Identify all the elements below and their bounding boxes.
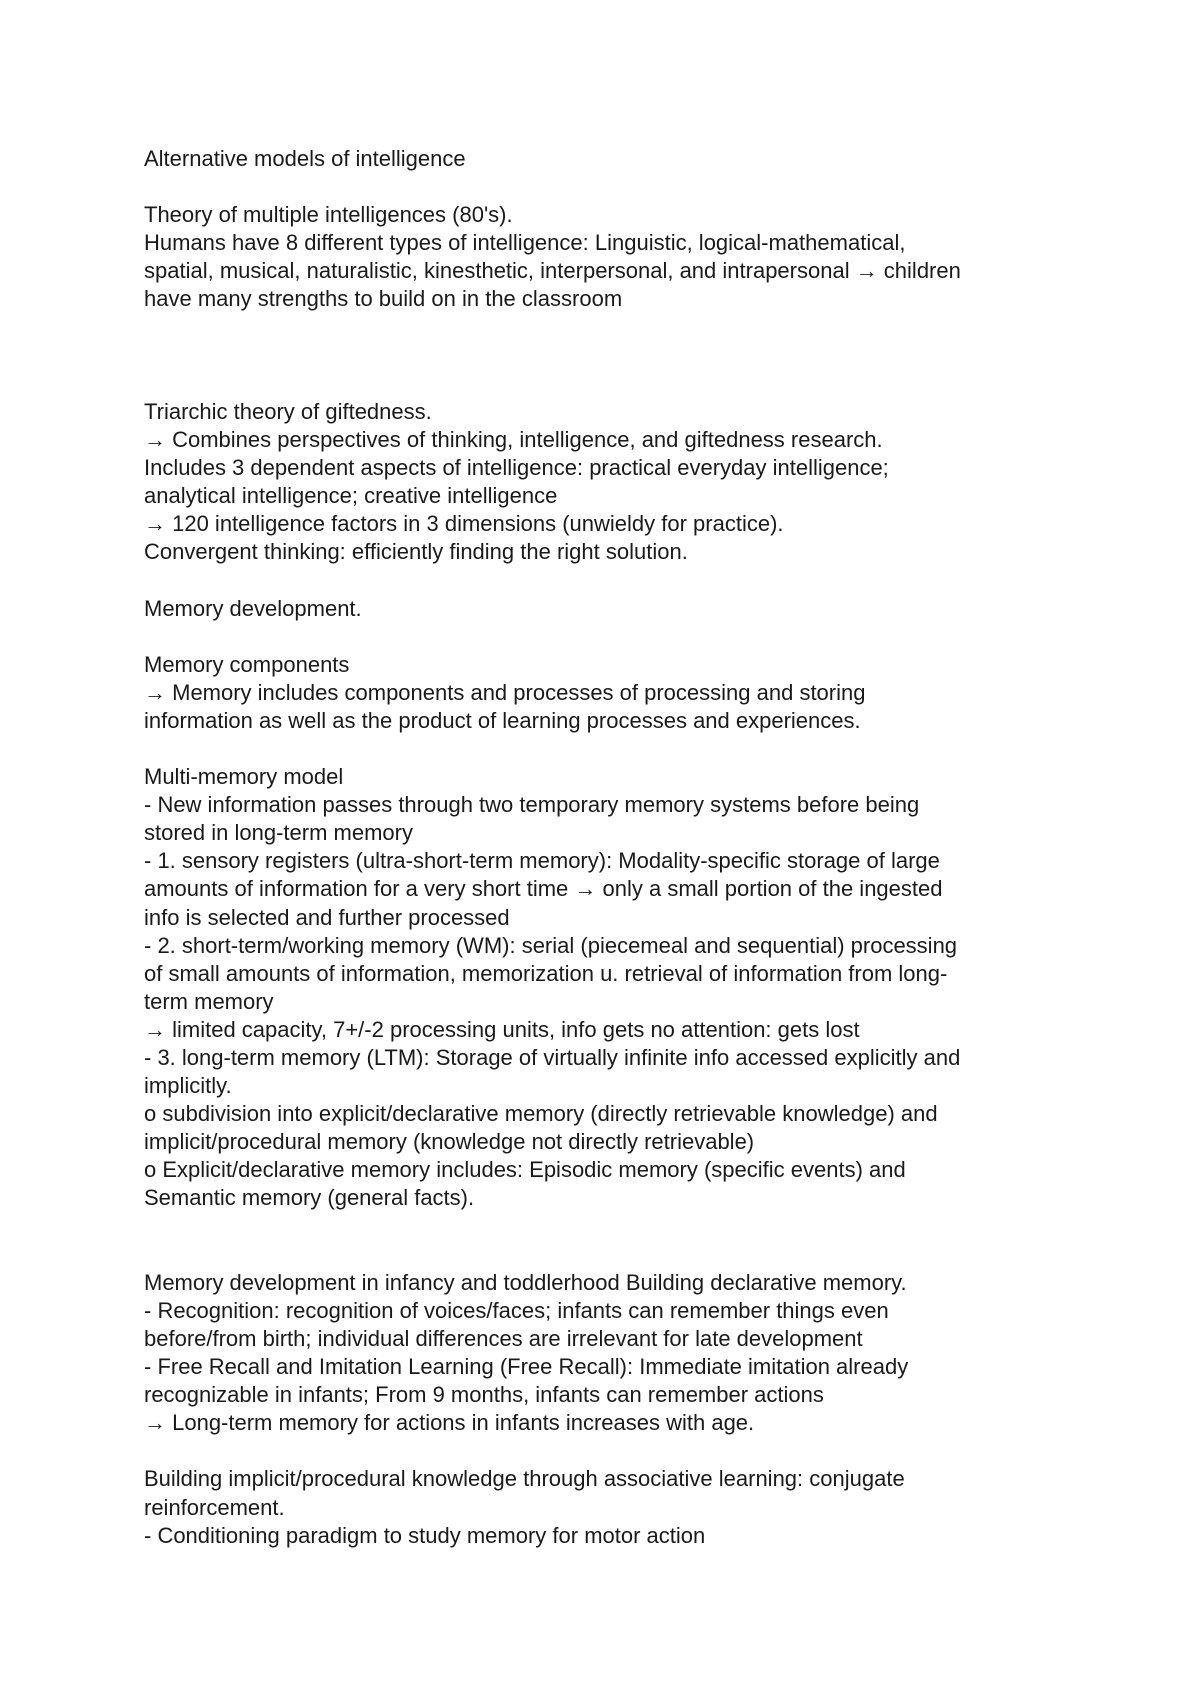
spacer (144, 1213, 1064, 1269)
text-line: implicitly. (144, 1073, 232, 1099)
section-multiple-intelligences (144, 201, 1064, 313)
text-line: information as well as the product of learning processes and experiences. (144, 707, 861, 733)
text-line: analytical intelligence; creative intelligence (144, 483, 558, 509)
spacer (144, 314, 1064, 398)
spacer (144, 173, 1064, 201)
section-heading: Triarchic theory of giftedness. (144, 398, 432, 424)
text-line: o subdivision into explicit/declarative memory (directly retrievable knowledge) and (144, 1101, 938, 1127)
text-line: - 2. short-term/working memory (WM): serial (piecemeal and sequential) processing (144, 932, 958, 958)
text-line: info is selected and further processed (144, 904, 510, 930)
section-heading: Memory components (144, 651, 350, 677)
text-line: stored in long-term memory (144, 820, 413, 846)
spacer (144, 1437, 1064, 1465)
text-line: → Long-term memory for actions in infants increases with age. (144, 1410, 755, 1436)
text-line: before/from birth; individual differences are irrelevant for late development (144, 1325, 863, 1351)
text-line: recognizable in infants; From 9 months, infants can remember actions (144, 1382, 824, 1408)
text-line: term memory (144, 988, 274, 1014)
text-line: amounts of information for a very short time → only a small portion of the ingested (144, 876, 943, 902)
text-line: spatial, musical, naturalistic, kinesthetic, interpersonal, and intrapersonal → children (144, 258, 961, 284)
document-page (144, 145, 1064, 1550)
text-line: → Combines perspectives of thinking, intelligence, and giftedness research. (144, 426, 883, 452)
section-implicit-knowledge (144, 1465, 1064, 1549)
text-line: Includes 3 dependent aspects of intelligence: practical everyday intelligence; (144, 455, 889, 481)
text-line: - 1. sensory registers (ultra-short-term memory): Modality-specific storage of large (144, 848, 940, 874)
section-heading: Memory development in infancy and toddlerhood Building declarative memory. (144, 1269, 907, 1295)
section-memory-infancy (144, 1269, 1064, 1438)
section-heading: Multi-memory model (144, 764, 344, 790)
text-line: → limited capacity, 7+/-2 processing units, info gets no attention: gets lost (144, 1016, 860, 1042)
section-heading: Theory of multiple intelligences (80's). (144, 202, 513, 228)
document-title: Alternative models of intelligence (144, 146, 466, 171)
text-line: reinforcement. (144, 1494, 285, 1520)
text-line: of small amounts of information, memorization u. retrieval of information from long- (144, 960, 948, 986)
section-heading-memory-development: Memory development. (144, 595, 362, 621)
text-line: - Conditioning paradigm to study memory for motor action (144, 1522, 706, 1548)
text-line: Humans have 8 different types of intelligence: Linguistic, logical-mathematical, (144, 230, 906, 256)
text-line: Semantic memory (general facts). (144, 1185, 475, 1211)
text-line: - Free Recall and Imitation Learning (Free Recall): Immediate imitation already (144, 1354, 909, 1380)
section-triarchic-theory (144, 398, 1064, 567)
text-line: - Recognition: recognition of voices/faces; infants can remember things even (144, 1297, 889, 1323)
text-line: - New information passes through two temporary memory systems before being (144, 792, 920, 818)
text-line: → Memory includes components and processes of processing and storing (144, 679, 866, 705)
text-line: o Explicit/declarative memory includes: Episodic memory (specific events) and (144, 1157, 906, 1183)
text-line: - 3. long-term memory (LTM): Storage of virtually infinite info accessed explicitly and (144, 1045, 961, 1071)
section-heading: Building implicit/procedural knowledge through associative learning: conjugate (144, 1466, 905, 1492)
text-line: Convergent thinking: efficiently finding the right solution. (144, 539, 688, 565)
text-line: implicit/procedural memory (knowledge not directly retrievable) (144, 1129, 755, 1155)
spacer (144, 566, 1064, 594)
spacer (144, 735, 1064, 763)
section-multi-memory-model (144, 763, 1064, 1213)
spacer (144, 623, 1064, 651)
section-memory-components (144, 651, 1064, 735)
text-line: have many strengths to build on in the classroom (144, 286, 623, 312)
text-line: → 120 intelligence factors in 3 dimensions (unwieldy for practice). (144, 511, 784, 537)
